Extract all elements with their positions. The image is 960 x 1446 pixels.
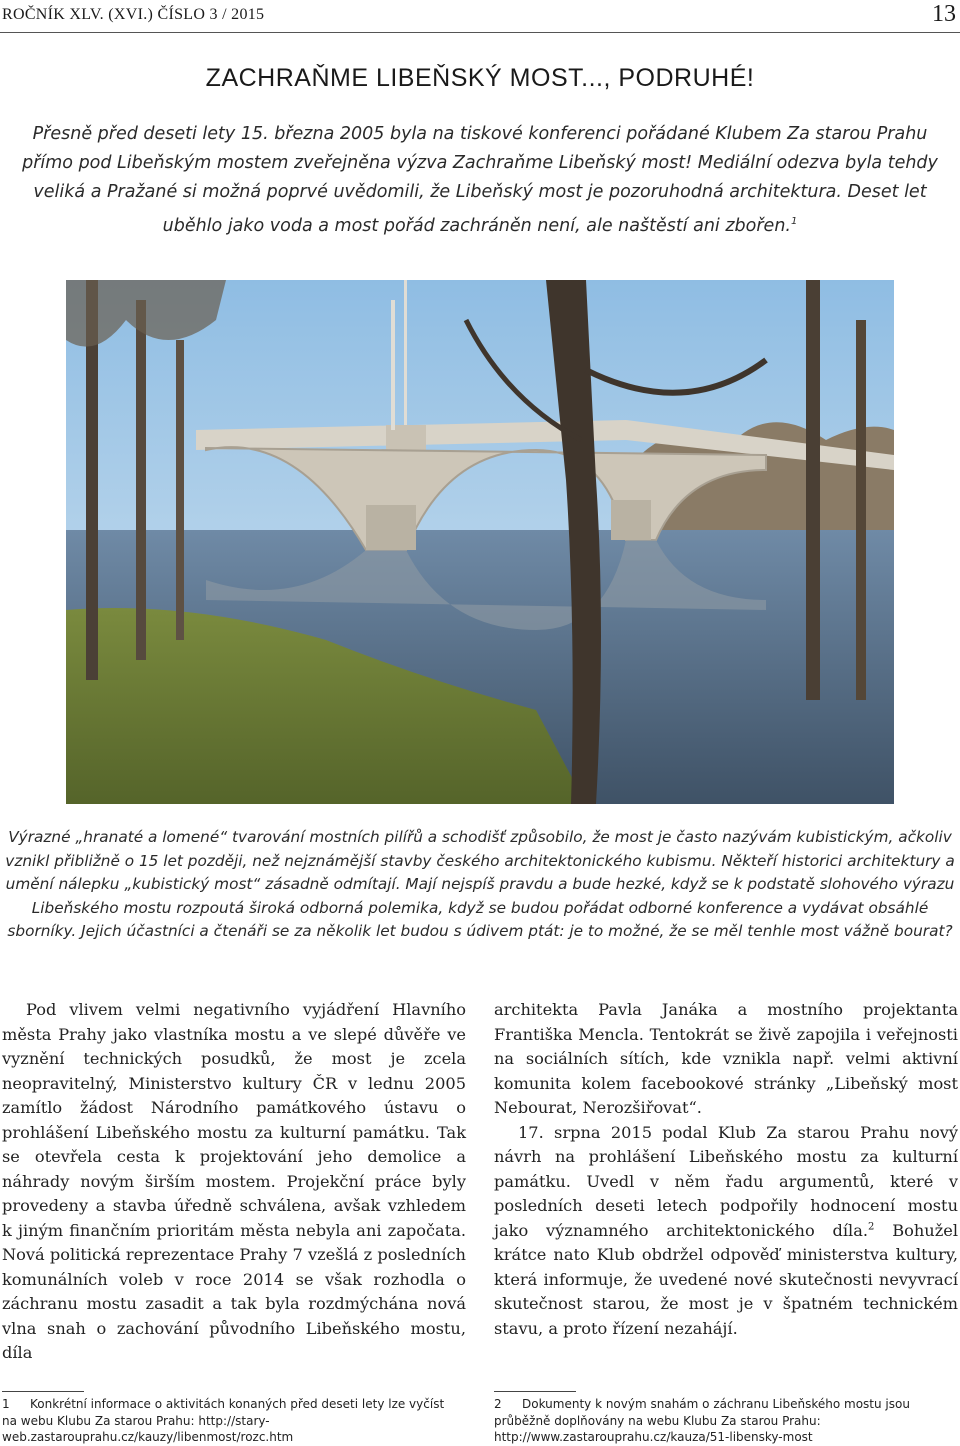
paragraph <box>494 1121 958 1342</box>
article-title: ZACHRAŇME LIBEŇSKÝ MOST..., PODRUHÉ! <box>205 64 755 92</box>
paragraph: architekta Pavla Janáka a mostního projektanta Františka Mencla. Tentokrát se živě zapojila i veřejnosti na sociálních sítích, kde vznikla např. velmi aktivní komunita kolem facebookové stránky „Libeňský most Nebourat, Nerozšiřovat“. <box>494 1000 958 1117</box>
paragraph-text: Bohužel krátce nato Klub obdržel odpověď ministerstva kultury, která informuje, že uvedené nové skutečnosti nevyvrací skutečnost starou, že most je v špatném technickém stavu, a proto řízení nezahájí. <box>494 1220 958 1338</box>
lead-text: Přesně před deseti lety 15. března 2005 byla na tiskové konferenci pořádané Klubem Za starou Prahu přímo pod Libeňským mostem zveřejněna výzva Zachraňme Libeňský most! Mediální odezva byla tehdy veliká a Pražané si možná poprvé uvědomili, že Libeňský most je pozoruhodná architektura. Deset let uběhlo jako voda a most pořád zachráněn není, ale naštěstí ani zbořen. <box>22 124 938 236</box>
footnote-rule <box>2 1391 84 1392</box>
footnote-number: 2 <box>494 1397 502 1411</box>
paragraph: Pod vlivem velmi negativního vyjádření Hlavního města Prahy jako vlastníka mostu a ve slepé důvěře ve vyznění technických posudků, že most je zcela neopravitelný, Ministerstvo kultury ČR v lednu 2005 zamítlo žádost Národního památkového ústavu o prohlášení Libeňského mostu za kulturní památku. Tak se otevřela cesta k projektování jeho demolice a náhrady novým širším mostem. Projekční práce byly provedeny a stavba úředně schválena, avšak vzhledem k jiným finančním prioritám města nebyla ani započata. Nová politická reprezentace Prahy 7 vzešlá z posledních komunálních voleb v roce 2014 se však rozhodla o záchranu mostu zasadit a tak byla rozdmýchána nová vlna snah o zachování původního Libeňského mostu, díla <box>2 1000 466 1362</box>
header-rule <box>0 32 960 33</box>
issue-info: ROČNÍK XLV. (XVI.) ČÍSLO 3 / 2015 <box>2 6 265 23</box>
paragraph-text: 17. srpna 2015 podal Klub Za starou Prahu nový návrh na prohlášení Libeňského mostu za kulturní památku. Uvedl v něm řadu argumentů, které v posledních deseti letech podpořily hodnocení mostu jako významného architektonického díla. <box>494 1122 958 1240</box>
footnote-number: 1 <box>2 1397 10 1411</box>
page-number: 13 <box>932 1 956 27</box>
footnote-1 <box>2 1396 462 1446</box>
bridge-photo-illustration <box>66 280 894 804</box>
page-header <box>0 0 960 36</box>
column-right <box>494 998 958 1341</box>
footnote-ref-1[interactable]: 1 <box>790 216 798 227</box>
footnote-text: Dokumenty k novým snahám o záchranu Libeňského mostu jsou průběžně doplňovány na webu Klubu Za starou Prahu: http://www.zastarouprahu.cz/kauza/51-libensky-most <box>494 1397 910 1444</box>
footnote-rule <box>494 1391 576 1392</box>
bridge-photo <box>66 280 894 804</box>
photo-caption: Výrazné „hranaté a lomené“ tvarování mostních pilířů a schodišť způsobilo, že most je často nazývám kubistickým, ačkoliv vznikl přibližně o 15 let později, než nejznámější stavby českého architektonického kubismu. Někteří historici architektury a umění nálepku „kubistický most“ zásadně odmítají. Mají nejspíš pravdu a bude hezké, když se k podstatě slohového výrazu Libeňského mostu rozpoutá široká odborná polemika, když se budou pořádat odborné konference a vydávat obsáhlé sborníky. Jejich účastníci a čtenáři se za několik let budou s údivem ptát: je to možné, že se měl tenhle most vážně bourat? <box>5 828 955 940</box>
column-left <box>2 998 466 1366</box>
article-lead <box>14 120 946 241</box>
footnote-text: Konkrétní informace o aktivitách konaných před deseti lety lze vyčíst na webu Klubu Za starou Prahu: http://stary-web.zastarouprahu.cz/kauzy/libenmost/rozc.htm <box>2 1397 445 1444</box>
footnote-ref-2[interactable]: 2 <box>868 1221 875 1233</box>
footnote-2 <box>494 1396 954 1446</box>
